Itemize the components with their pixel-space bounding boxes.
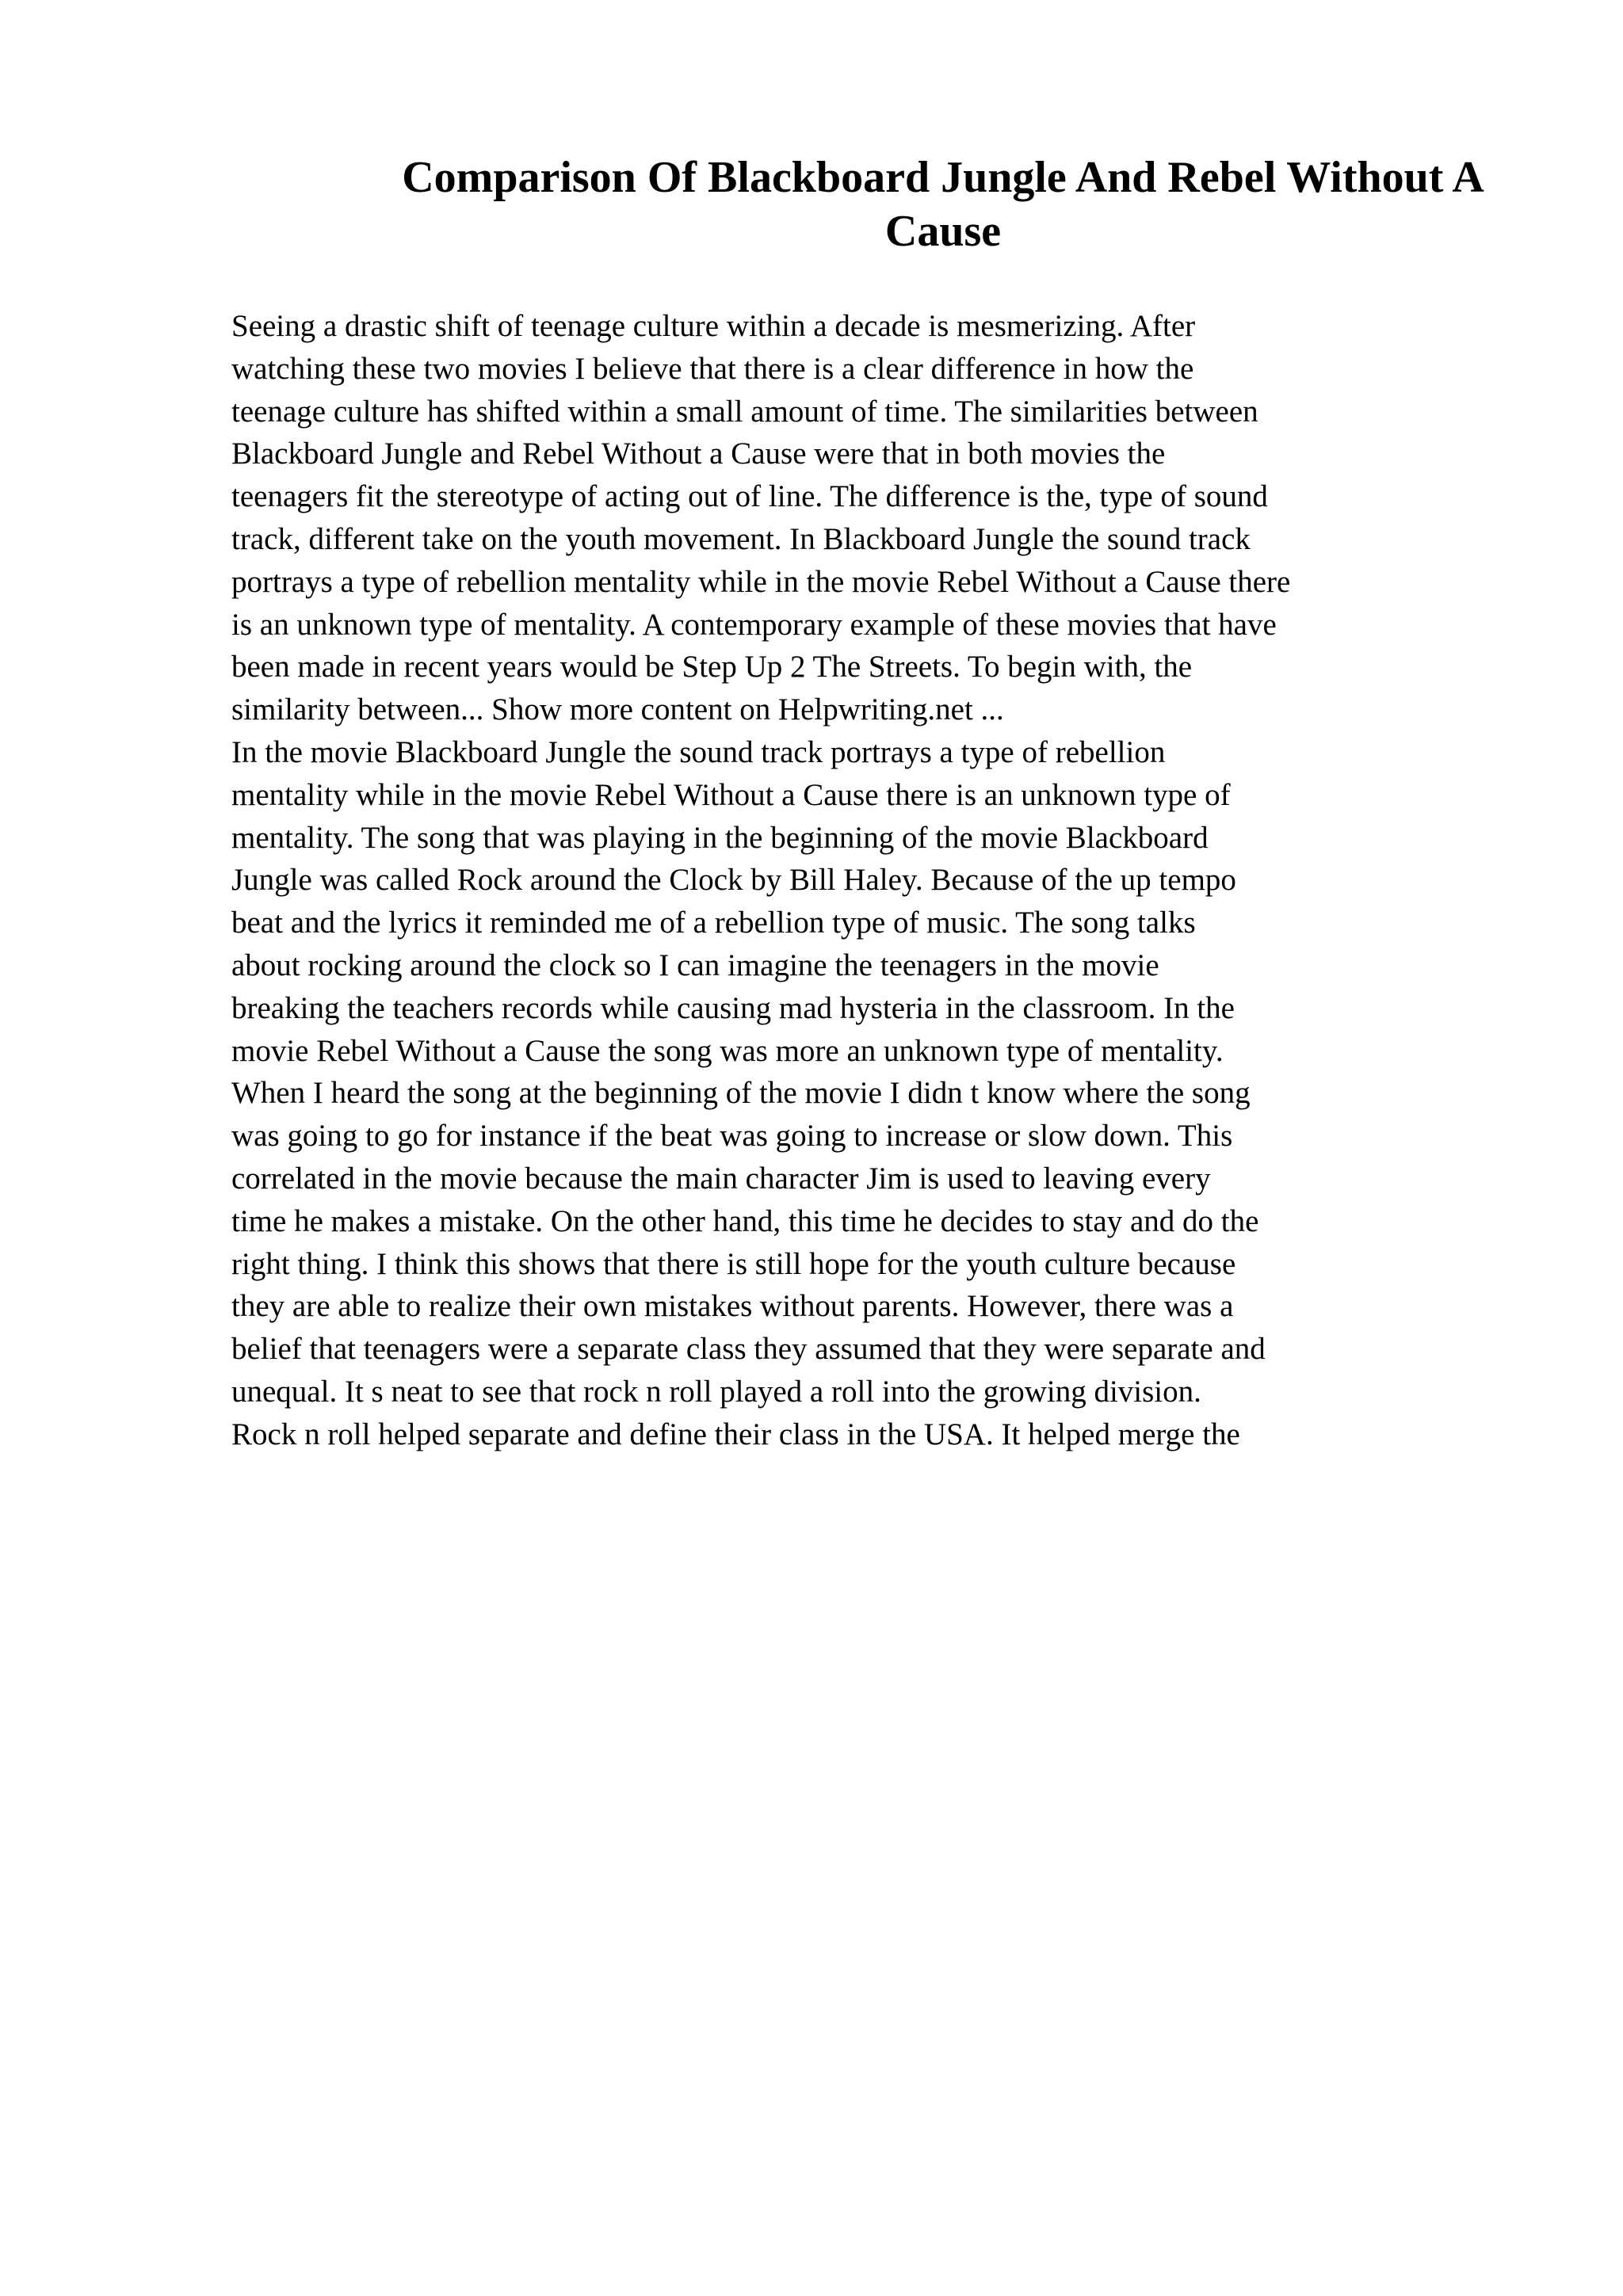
body-line: track, different take on the youth movement. In Blackboard Jungle the sound track — [231, 521, 1251, 556]
body-line: they are able to realize their own mistakes without parents. However, there was a — [231, 1289, 1234, 1324]
body-line: Seeing a drastic shift of teenage culture within a decade is mesmerizing. After — [231, 309, 1196, 343]
body-line: watching these two movies I believe that there is a clear difference in how the — [231, 351, 1194, 386]
body-line: movie Rebel Without a Cause the song was more an unknown type of mentality. — [231, 1033, 1224, 1068]
body-line: similarity between... Show more content on Helpwriting.net ... — [231, 692, 1004, 727]
body-line: In the movie Blackboard Jungle the sound track portrays a type of rebellion — [231, 734, 1166, 769]
body-line: Rock n roll helped separate and define their class in the USA. It helped merge the — [231, 1417, 1240, 1451]
body-line: Blackboard Jungle and Rebel Without a Cause were that in both movies the — [231, 437, 1166, 471]
title-line: Cause — [884, 207, 1002, 256]
document-title — [190, 151, 1623, 258]
body-line: When I heard the song at the beginning of the movie I didn t know where the song — [231, 1076, 1251, 1111]
body-line: beat and the lyrics it reminded me of a rebellion type of music. The song talks — [231, 906, 1196, 940]
body-line: portrays a type of rebellion mentality while in the movie Rebel Without a Cause there — [231, 564, 1291, 599]
body-line: time he makes a mistake. On the other hand, this time he decides to stay and do the — [231, 1203, 1259, 1238]
body-line: mentality while in the movie Rebel Without a Cause there is an unknown type of — [231, 777, 1231, 812]
body-line: mentality. The song that was playing in the beginning of the movie Blackboard — [231, 820, 1209, 855]
body-line: Jungle was called Rock around the Clock by Bill Haley. Because of the up tempo — [231, 863, 1236, 898]
body-line: teenagers fit the stereotype of acting out of line. The difference is the, type of sound — [231, 479, 1268, 514]
body-line: teenage culture has shifted within a small amount of time. The similarities between — [231, 394, 1258, 429]
body-line: right thing. I think this shows that there is still hope for the youth culture because — [231, 1246, 1236, 1281]
body-line: correlated in the movie because the main character Jim is used to leaving every — [231, 1161, 1211, 1196]
title-line: Comparison Of Blackboard Jungle And Rebel Without A — [402, 153, 1484, 202]
body-line: been made in recent years would be Step Up 2 The Streets. To begin with, the — [231, 650, 1193, 685]
body-line: unequal. It s neat to see that rock n roll played a roll into the growing division. — [231, 1374, 1201, 1409]
body-line: was going to go for instance if the beat was going to increase or slow down. This — [231, 1119, 1233, 1154]
body-line: breaking the teachers records while causing mad hysteria in the classroom. In the — [231, 990, 1235, 1025]
body-line: about rocking around the clock so I can imagine the teenagers in the movie — [231, 948, 1159, 982]
document-body — [231, 305, 1547, 1456]
body-line: belief that teenagers were a separate class they assumed that they were separate and — [231, 1332, 1266, 1367]
body-line: is an unknown type of mentality. A contemporary example of these movies that have — [231, 607, 1277, 642]
